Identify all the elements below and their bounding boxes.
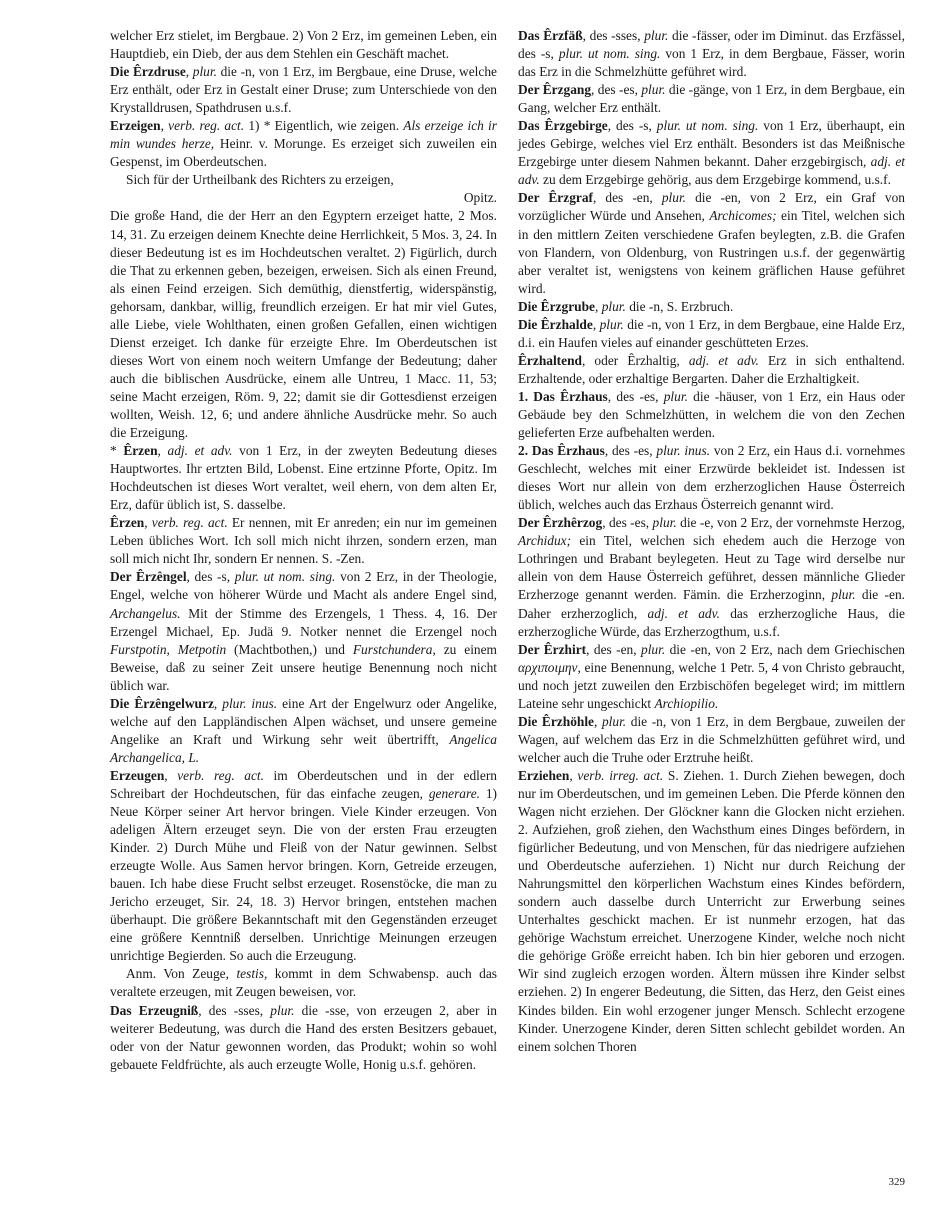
dictionary-entry: Die Êrzhalde, plur. die -n, von 1 Erz, in dem Bergbaue, eine Halde Erz, d.i. ein Haufen vieles auf einander geschütteten Erzes.	[518, 316, 905, 350]
dictionary-entry: Das Erzeugniß, des -sses, plur. die -sse, von erzeugen 2, aber in weiterer Bedeutung, was durch die Hand des ersten Besitzers gebauet, oder von der Natur gewonnen worden, das Produkt; wohin so wohl gebauete Feldfrüchte, als auch erzeugte Wolle, Honig u.s.f. gehören.	[110, 1002, 497, 1072]
dictionary-entry: 2. Das Êrzhaus, des -es, plur. inus. von 2 Erz, ein Haus d.i. vornehmes Geschlecht, welches mit einer Erzwürde bekleidet ist. Indessen ist dieses Wort nur allein von dem erzherzoglichen Hause Österreich üblich, welches auch das Erzhaus Österreich genannt wird.	[518, 443, 906, 513]
dictionary-entry: Die Êrzhöhle, plur. die -n, von 1 Erz, in dem Bergbaue, zuweilen der Wagen, auf welchem das Erz in die Schmelzhütten geführet wird, und welcher auch die Truhe oder Erztruhe heißt.	[518, 713, 905, 765]
dictionary-entry: Der Êrzgraf, des -en, plur. die -en, von 2 Erz, ein Graf von vorzüglicher Würde und Ansehen, Archicomes; ein Titel, welchen sich in den mittlern Zeiten verschiedene Grafen beylegten, z.B. die Grafen von Flandern, von Oldenburg, von Rustringen u.s.f. der gegenwärtig aber veraltet ist, wenigstens von keinem gräflichen Hause geführet wird.	[518, 190, 905, 296]
dictionary-entry: Das Êrzgebirge, des -s, plur. ut nom. sing. von 1 Erz, überhaupt, ein jedes Gebirge, welches viel Erz enthält. Besonders ist das Meißnische Erzgebirge unter diesem Nahmen bekannt. Daher erzgebirgisch, adj. et adv. zu dem Erzgebirge gehörig, aus dem Erzgebirge kommend, u.s.f.	[518, 118, 905, 188]
dictionary-entry: Der Êrzhêrzog, des -es, plur. die -e, von 2 Erz, der vornehmste Herzog, Archidux; ein Titel, welchen sich ehedem auch die Herzoge von Lothringen und Brabant beylegeten. Heut zu Tage wird derselbe nur allein von dem Hause Österreich geführet, dessen männliche Glieder Erzherzoge genannt werden. Fämin. die Erzherzoginn, plur. die -en. Daher erzherzoglich, adj. et adv. das erzherzogliche Haus, die erzherzogliche Würde, das Erzherzogthum, u.s.f.	[518, 515, 906, 639]
dictionary-entry: 1. Das Êrzhaus, des -es, plur. die -häuser, von 1 Erz, ein Haus oder Gebäude bey den Schmelzhütten, in welchem die von den Zechen gelieferten Erze aufbehalten werden.	[518, 388, 906, 441]
left-column	[110, 27, 497, 1074]
dictionary-entry: Sich für der Urtheilbank des Richters zu erzeigen,	[126, 172, 394, 188]
dictionary-entry: Der Êrzêngel, des -s, plur. ut nom. sing. von 2 Erz, in der Theologie, Engel, welche von höherer Würde und Macht als andere Engel sind, Archangelus. Mit der Stimme des Erzengels, 1 Thess. 4, 16. Der Erzengel Michael, Ep. Judä 9. Notker nennet die Erzengel noch Furstpotin, Metpotin (Machtbothen,) und Furstchundera, zu einem Beweise, daß zu seiner Zeit unsere heutige Benennung noch nicht üblich war.	[110, 569, 497, 693]
dictionary-entry: * Êrzen, adj. et adv. von 1 Erz, in der zweyten Bedeutung dieses Hauptwortes. Ihr ertzten Bild, Lobenst. Eine ertzinne Pforte, Opitz. Im Hochdeutschen ist dieses Wort veraltet, weil ehern, von dem alten Er, Erz, dafür üblich ist, S. dasselbe.	[110, 443, 497, 513]
dictionary-entry: Die Êrzdruse, plur. die -n, von 1 Erz, im Bergbaue, eine Druse, welche Erz enthält, oder Erz in Gestalt einer Druse; zum Unterschiede von den Krystalldrusen, Spathdrusen u.s.f.	[110, 64, 497, 116]
dictionary-entry: Die Êrzêngelwurz, plur. inus. eine Art der Engelwurz oder Angelike, welche auf den Lappländischen Alpen wächset, und unsere gemeine Angelike an Kraft und Wirkung sehr weit übertrifft, Angelica Archangelica, L.	[110, 695, 498, 765]
dictionary-entry: Erzeigen, verb. reg. act. 1) * Eigentlich, wie zeigen. Als erzeige ich ir min wundes herze, Heinr. v. Morunge. Es erzeiget sich zuweilen ein Gespenst, im Oberdeutschen.	[110, 118, 497, 170]
dictionary-entry: Das Êrzfäß, des -sses, plur. die -fässer, oder im Diminut. das Erzfässel, des -s, plur. ut nom. sing. von 1 Erz, in dem Bergbaue, Fässer, worin das Erz in die Schmelzhütte geführet wird.	[518, 28, 905, 80]
dictionary-entry: Der Êrzgang, des -es, plur. die -gänge, von 1 Erz, in dem Bergbaue, ein Gang, welcher Erz enthält.	[518, 82, 906, 116]
dictionary-entry: Erziehen, verb. irreg. act. S. Ziehen. 1. Durch Ziehen bewegen, doch nur im Oberdeutschen, und im gemeinen Leben. Die Pferde können den Wagen nicht erziehen. Der Glöckner kann die Glocken nicht erziehen. 2. Aufziehen, groß ziehen, den Wachsthum eines Dinges befördern, in figürlicher Bedeutung, und von Menschen, für das niedrigere aufziehen und Oberdeutsche auferziehen. 1) Nicht nur durch Reichung der Nahrungsmittel den körperlichen Wachstum eines Kindes befördern, sondern auch dasselbe durch Unterricht zur Erwerbung seines Unterhaltes geschickt machen. Er ist nunmehr erzogen, hat das gehörige Wachstum erreichet. Unerzogene Kinder, welche noch nicht die gehörige Größe erreicht haben. Ich bin hier geboren und erzogen. Wir sind zugleich erzogen worden. Ältern müssen ihre Kinder selbst erziehen. 2) In engerer Bedeutung, die Sitten, das Herz, den Geist eines Kindes bilden. Ein wohl erzogener junger Mensch. Schlecht erzogene Kinder. Unerzogene Kinder, deren Sitten schlecht gebildet worden. An einem solchen Thoren	[518, 767, 905, 1054]
dictionary-entry: Die Êrzgrube, plur. die -n, S. Erzbruch.	[518, 298, 734, 314]
dictionary-entry: Opitz.	[463, 190, 497, 206]
right-column	[518, 27, 905, 1056]
dictionary-entry: Êrzen, verb. reg. act. Er nennen, mit Er anreden; ein nur im gemeinen Leben übliches Wort. Ich soll mich nicht ihrzen, sondern erzen, man soll mich nicht Ihr, sondern Er nennen. S. -Zen.	[110, 515, 497, 567]
dictionary-entry: Êrzhaltend, oder Êrzhaltig, adj. et adv. Erz in sich enthaltend. Erzhaltende, oder erzhaltige Bergarten. Daher die Erzhaltigkeit.	[518, 352, 905, 386]
dictionary-entry: Der Êrzhirt, des -en, plur. die -en, von 2 Erz, nach dem Griechischen αρχιποιμην, eine Benennung, welche 1 Petr. 5, 4 von Christo gebraucht, und noch jetzt zuweilen den Erzbischöfen begeleget wird; im mittlern Lateine sehr ungeschickt Archiopilio.	[518, 641, 905, 711]
dictionary-entry: Die große Hand, die der Herr an den Egyptern erzeiget hatte, 2 Mos. 14, 31. Zu erzeigen deinem Knechte deine Herrlichkeit, 5 Mos. 3, 24. In dieser Bedeutung ist es im Hochdeutschen veraltet. 2) Figürlich, durch die That zu erkennen geben, bezeigen, erweisen. Sich als einen Freund, als einen Feind erzeigen. Sich demüthig, dienstfertig, widerspänstig, gehorsam, dankbar, willig, freundlich erzeigen. Er hat mir viel Gutes, alle Liebe, viele Wohlthaten, einen großen Gefallen, einen wichtigen Dienst erzeiget. Ich danke für erzeigte Ehre. Im Oberdeutschen ist dieses Wort von einem noch weitern Umfange der Bedeutung; daher auch die biblischen Ausdrücke, einem alle Untreu, 1 Macc. 11, 53; seine Macht erzeigen, Röm. 9, 22; damit sie dir Gottesdienst erzeigen wollten, Weish. 12, 6; und andere ähnliche Ausdrücke mehr. So auch die Erzeigung.	[110, 208, 497, 441]
dictionary-entry: Erzeugen, verb. reg. act. im Oberdeutschen und in der edlern Schreibart der Hochdeutschen, für das einfache zeugen, generare. 1) Neue Körper seiner Art hervor bringen. Viele Kinder erzeugen. Von adeligen Ältern erzeuget seyn. Die von der ersten Frau erzeugten Kinder. 2) Durch Mühe und Fleiß von der Natur gewinnen. Selbst erzeugte Wolle. Aus Samen hervor bringen. Korn, Getreide erzeugen, bauen. Ich habe diese Frucht selbst erzeuget. Rosenstöcke, die man zu Jericho erzeuget, Sir. 24, 18. 3) Hervor bringen, entstehen machen überhaupt. Die größere Bekanntschaft mit den Gegenständen erzeuget eine größere Kenntniß derselben. Unrichtige Meinungen erzeugen unrichtige Begierden. So auch die Erzeugung.	[110, 767, 497, 964]
dictionary-entry: Anm. Von Zeuge, testis, kommt in dem Schwabensp. auch das veraltete erzeugen, mit Zeugen beweisen, vor.	[110, 966, 497, 1000]
dictionary-entry: welcher Erz stielet, im Bergbaue. 2) Von 2 Erz, im gemeinen Leben, ein Hauptdieb, ein Dieb, der aus dem Stehlen ein Geschäft machet.	[110, 28, 497, 62]
page-number: 329	[888, 1176, 905, 1188]
